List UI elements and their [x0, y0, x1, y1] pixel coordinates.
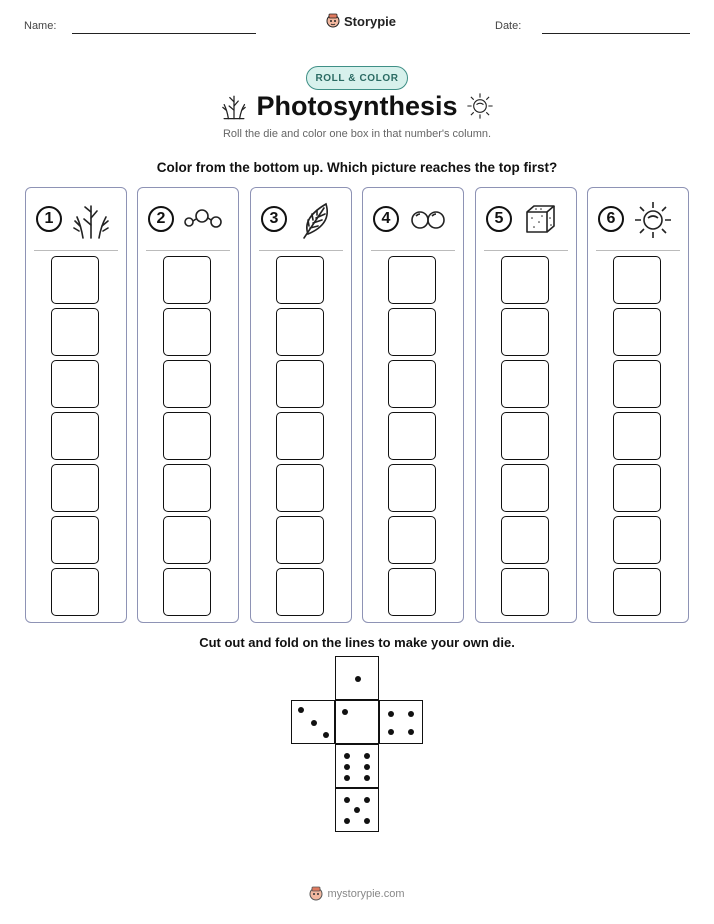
column-6	[587, 187, 689, 623]
column-number: 5	[486, 206, 512, 232]
footer	[0, 886, 714, 902]
column-number: 4	[373, 206, 399, 232]
color-box[interactable]	[388, 308, 436, 356]
color-box[interactable]	[388, 412, 436, 460]
color-box[interactable]	[276, 412, 324, 460]
color-box[interactable]	[613, 412, 661, 460]
cutout-instruction: Cut out and fold on the lines to make your own die.	[199, 635, 515, 650]
die-pip	[408, 729, 414, 735]
die-pip	[344, 775, 350, 781]
die-pip	[364, 753, 370, 759]
molecule-chain-icon	[183, 200, 223, 240]
brand-name: Storypie	[344, 13, 397, 29]
color-box[interactable]	[388, 516, 436, 564]
color-box[interactable]	[51, 308, 99, 356]
die-pip	[364, 764, 370, 770]
color-box[interactable]	[276, 516, 324, 564]
color-box[interactable]	[276, 568, 324, 616]
color-box[interactable]	[388, 464, 436, 512]
die-pip	[364, 775, 370, 781]
color-box[interactable]	[501, 412, 549, 460]
color-box[interactable]	[276, 360, 324, 408]
color-box[interactable]	[501, 516, 549, 564]
die-pip	[311, 720, 317, 726]
die-pip	[355, 676, 361, 682]
color-box[interactable]	[613, 308, 661, 356]
color-box[interactable]	[501, 464, 549, 512]
color-box[interactable]	[501, 308, 549, 356]
roll-color-badge: ROLL & COLOR	[306, 66, 408, 90]
sugar-cube-icon	[521, 200, 561, 240]
die-pip	[323, 732, 329, 738]
color-box[interactable]	[613, 256, 661, 304]
color-box[interactable]	[613, 568, 661, 616]
color-box[interactable]	[163, 516, 211, 564]
column-number: 3	[261, 206, 287, 232]
die-pip	[408, 711, 414, 717]
die-face-3	[291, 700, 335, 744]
column-1	[25, 187, 127, 623]
date-line[interactable]	[542, 33, 690, 34]
storypie-mascot-icon	[326, 13, 340, 29]
die-pip	[388, 729, 394, 735]
footer-url[interactable]: mystorypie.com	[327, 888, 405, 900]
column-divider	[484, 250, 568, 251]
color-box[interactable]	[51, 412, 99, 460]
die-pip	[342, 709, 348, 715]
column-2	[137, 187, 239, 623]
color-box[interactable]	[388, 360, 436, 408]
name-line[interactable]	[72, 33, 256, 34]
color-box[interactable]	[276, 256, 324, 304]
column-4	[362, 187, 464, 623]
column-number: 6	[598, 206, 624, 232]
die-face-1	[335, 656, 379, 700]
seaweed-icon	[71, 200, 111, 240]
column-divider	[596, 250, 680, 251]
die-pip	[364, 818, 370, 824]
instruction-text: Color from the bottom up. Which picture reaches the top first?	[156, 160, 558, 175]
color-box[interactable]	[51, 464, 99, 512]
storypie-logo	[326, 13, 396, 29]
column-divider	[146, 250, 230, 251]
subtitle: Roll the die and color one box in that number's column.	[222, 128, 492, 140]
name-label: Name:	[24, 20, 57, 32]
color-box[interactable]	[163, 464, 211, 512]
die-face-6	[335, 744, 379, 788]
color-box[interactable]	[276, 308, 324, 356]
die-face-1	[335, 700, 379, 744]
die-face-4	[379, 700, 423, 744]
color-box[interactable]	[51, 360, 99, 408]
page-title: Photosynthesis	[256, 91, 458, 121]
color-box[interactable]	[501, 568, 549, 616]
color-box[interactable]	[388, 568, 436, 616]
die-pip	[344, 818, 350, 824]
color-box[interactable]	[388, 256, 436, 304]
color-box[interactable]	[613, 516, 661, 564]
date-label: Date:	[495, 20, 522, 32]
storypie-mascot-icon	[309, 886, 323, 902]
sun-icon	[466, 92, 494, 120]
color-box[interactable]	[613, 360, 661, 408]
color-box[interactable]	[51, 256, 99, 304]
color-box[interactable]	[51, 516, 99, 564]
column-divider	[259, 250, 343, 251]
column-number: 1	[36, 206, 62, 232]
die-pip	[344, 797, 350, 803]
column-divider	[34, 250, 118, 251]
color-box[interactable]	[613, 464, 661, 512]
color-box[interactable]	[163, 568, 211, 616]
color-box[interactable]	[163, 360, 211, 408]
die-face-5	[335, 788, 379, 832]
color-box[interactable]	[501, 360, 549, 408]
color-box[interactable]	[276, 464, 324, 512]
color-box[interactable]	[163, 412, 211, 460]
color-box[interactable]	[163, 256, 211, 304]
column-5	[475, 187, 577, 623]
die-pip	[344, 764, 350, 770]
die-pip	[344, 753, 350, 759]
leaf-icon	[296, 200, 336, 240]
column-3	[250, 187, 352, 623]
die-pip	[364, 797, 370, 803]
sun-icon	[633, 200, 673, 240]
bubbles-icon	[408, 200, 448, 240]
color-box[interactable]	[163, 308, 211, 356]
color-box[interactable]	[51, 568, 99, 616]
die-pip	[298, 707, 304, 713]
color-box[interactable]	[501, 256, 549, 304]
die-pip	[388, 711, 394, 717]
column-number: 2	[148, 206, 174, 232]
column-divider	[371, 250, 455, 251]
die-pip	[354, 807, 360, 813]
